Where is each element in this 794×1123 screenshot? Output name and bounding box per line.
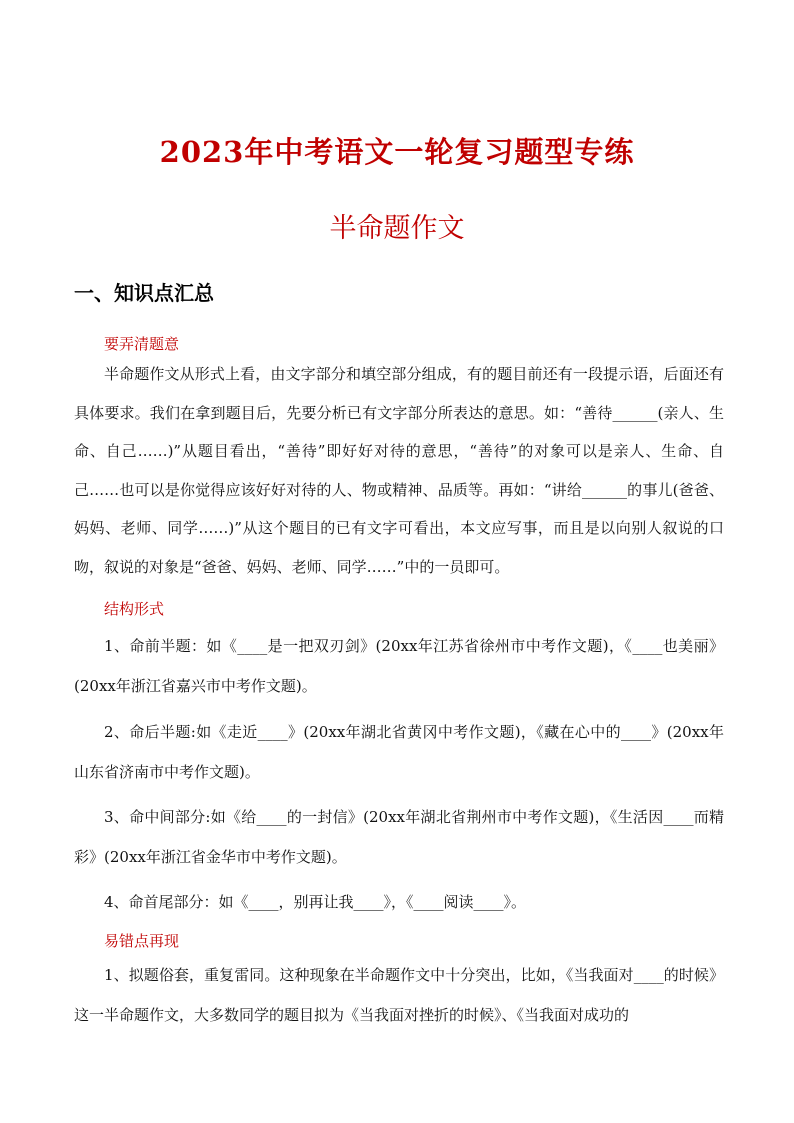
subheading-structure: 结构形式 [104,600,165,618]
list-item-error-1: 1、拟题俗套，重复雷同。这种现象在半命题作文中十分突出，比如，《当我面对____的时候》这一半命题作文，大多数同学的题目拟为《当我面对挫折的时候》、《当我面对成功的 [74,966,724,1024]
list-item-structure-3: 3、命中间部分:如《给____的一封信》(20xx年湖北省荆州市中考作文题)，《生活因____而精彩》(20xx年浙江省金华市中考作文题)。 [74,808,724,866]
section-heading: 一、知识点汇总 [74,281,214,305]
subheading-understand-topic: 要弄清题意 [104,335,180,353]
list-item-structure-4: 4、命首尾部分：如《____，别再让我____》，《____阅读____》。 [104,893,527,911]
document-title: 2023年中考语文一轮复习题型专练 [159,135,635,169]
paragraph-understand-topic: 半命题作文从形式上看，由文字部分和填空部分组成，有的题目前还有一段提示语，后面还有具体要求。我们在拿到题目后，先要分析已有文字部分所表达的意思。如：“善待______(亲人、生命、自己……)”从题目看出，“善待”即好好对待的意思，“善待”的对象可以是亲人、生命、自己……也可以是你觉得应该好好对待的人、物或精神、品质等。再如：“讲给______的事儿(爸爸、妈妈、老师、同学……)”从这个题目的已有文字可看出，本文应写事，而且是以向别人叙说的口吻，叙说的对象是“爸爸、妈妈、老师、同学……”中的一员即可。 [74,365,724,576]
list-item-structure-2: 2、命后半题:如《走近____》(20xx年湖北省黄冈中考作文题)，《藏在心中的____》(20xx年山东省济南市中考作文题)。 [74,723,724,781]
subheading-common-errors: 易错点再现 [104,932,180,950]
list-item-structure-1: 1、命前半题：如《____是一把双刃剑》(20xx年江苏省徐州市中考作文题)，《____也美丽》(20xx年浙江省嘉兴市中考作文题)。 [74,637,724,695]
document-subtitle: 半命题作文 [329,213,465,244]
